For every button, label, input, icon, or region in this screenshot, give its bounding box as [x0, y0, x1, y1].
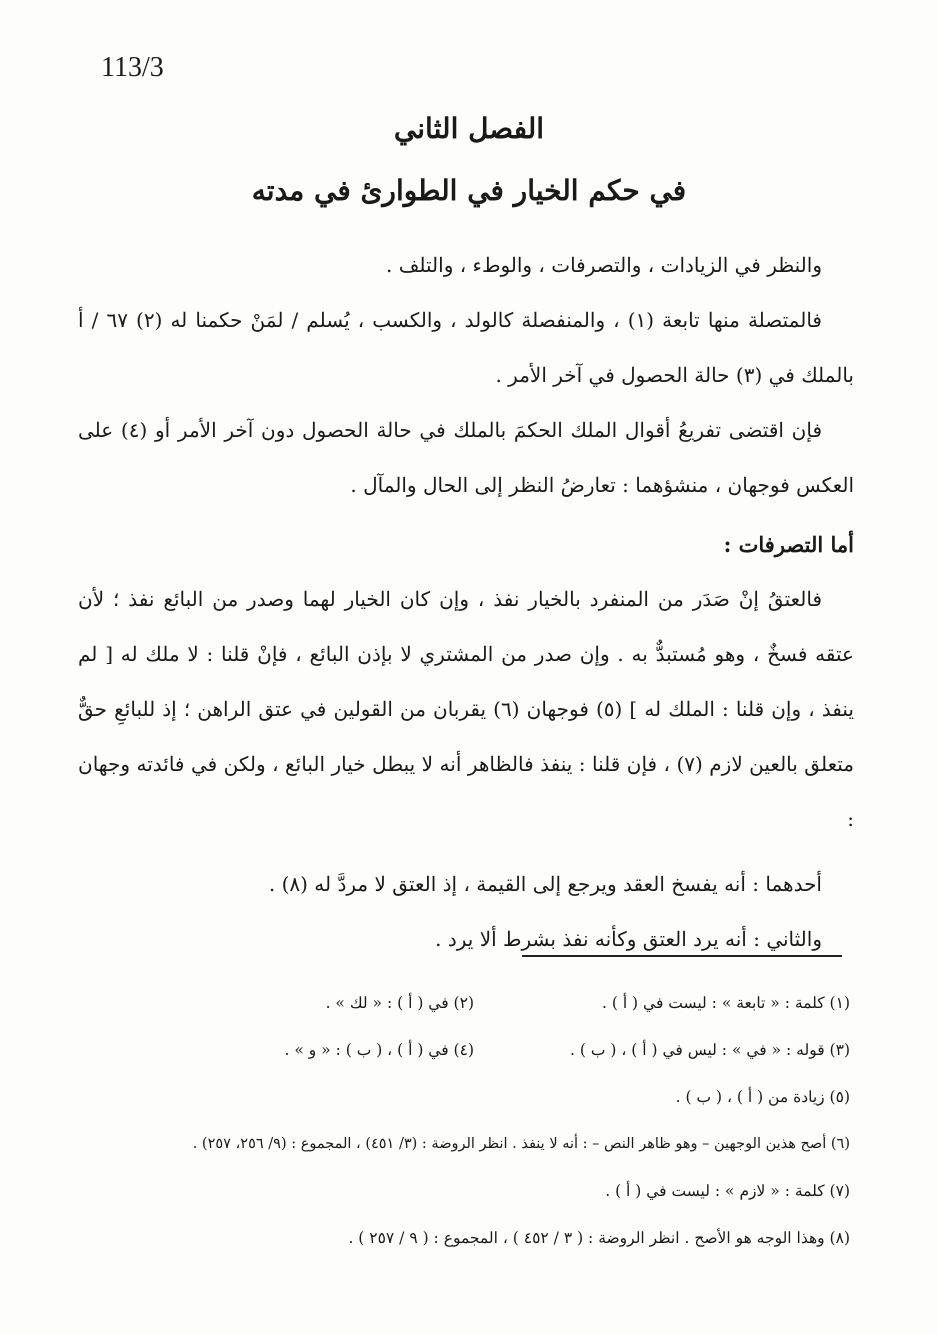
footnote-separator	[522, 955, 842, 957]
footnote-row	[98, 1168, 850, 1215]
footnotes	[98, 980, 850, 1262]
chapter-title: الفصل الثاني	[393, 112, 545, 145]
footnote: (٥) زيادة من ( أ ) ، ( ب ) .	[675, 1088, 850, 1106]
chapter-subtitle: في حكم الخيار في الطوارئ في مدته	[251, 174, 687, 207]
footnote: (٤) في ( أ ) ، ( ب ) : « و » .	[284, 1041, 474, 1059]
footnote: (٢) في ( أ ) : « لك » .	[325, 994, 474, 1012]
paragraph: والثاني : أنه يرد العتق وكأنه نفذ بشرط ألا يرد .	[435, 927, 822, 951]
footnote: (٦) أصح هذين الوجهين – وهو ظاهر النص – : أنه لا ينفذ . انظر الروضة : (٣/ ٤٥١) ، المجموع : (٩/ ٢٥٦، ٢٥٧) .	[192, 1136, 850, 1152]
section-heading: أما التصرفات :	[723, 532, 854, 557]
paragraph: والنظر في الزيادات ، والتصرفات ، والوطء ، والتلف .	[385, 253, 822, 277]
page-number: 113/3	[101, 52, 164, 83]
paragraph: فإن اقتضى تفريعُ أقوال الملك الحكمَ بالملك في حالة الحصول دون آخر الأمر أو (٤) على العكس فوجهان ، منشؤهما : تعارضُ النظر إلى الحال والمآل .	[78, 418, 854, 497]
footnote: (٣) قوله : « في » : ليس في ( أ ) ، ( ب ) .	[570, 1041, 850, 1059]
footnote: (٨) وهذا الوجه هو الأصح . انظر الروضة : ( ٣ / ٤٥٢ ) ، المجموع : ( ٩ / ٢٥٧ ) .	[348, 1229, 850, 1247]
body-text	[78, 238, 854, 967]
paragraph: فالمتصلة منها تابعة (١) ، والمنفصلة كالولد ، والكسب ، يُسلم / لمَنْ حكمنا له (٢) ٦٧ / أ بالملك في (٣) حالة الحصول في آخر الأمر .	[78, 308, 854, 387]
footnote-row	[98, 1027, 850, 1074]
footnote-row	[98, 1121, 850, 1168]
footnote-row	[98, 1215, 850, 1262]
footnote: (٧) كلمة : « لازم » : ليست في ( أ ) .	[605, 1182, 850, 1200]
paragraph: أحدهما : أنه يفسخ العقد ويرجع إلى القيمة ، إذ العتق لا مردَّ له (٨) .	[268, 872, 822, 896]
paragraph: فالعتقُ إنْ صَدَر من المنفرد بالخيار نفذ ، وإن كان الخيار لهما وصدر من البائع نفذ ؛ لأن عتقه فسخٌ ، وهو مُستبدٌّ به . وإن صدر من المشتري لا بإذن البائع ، فإنْ قلنا : لا ملك له [ لم ينفذ ، وإن قلنا : الملك له ] (٥) فوجهان (٦) يقربان من القولين في عتق الراهن ؛ إذ للبائعِ حقٌّ متعلق بالعين لازم (٧) ، فإن قلنا : ينفذ فالظاهر أنه لا يبطل خيار البائع ، ولكن في فائدته وجهان :	[78, 587, 854, 831]
footnote: (١) كلمة : « تابعة » : ليست في ( أ ) .	[602, 994, 850, 1012]
footnote-row	[98, 980, 850, 1027]
footnote-row	[98, 1074, 850, 1121]
